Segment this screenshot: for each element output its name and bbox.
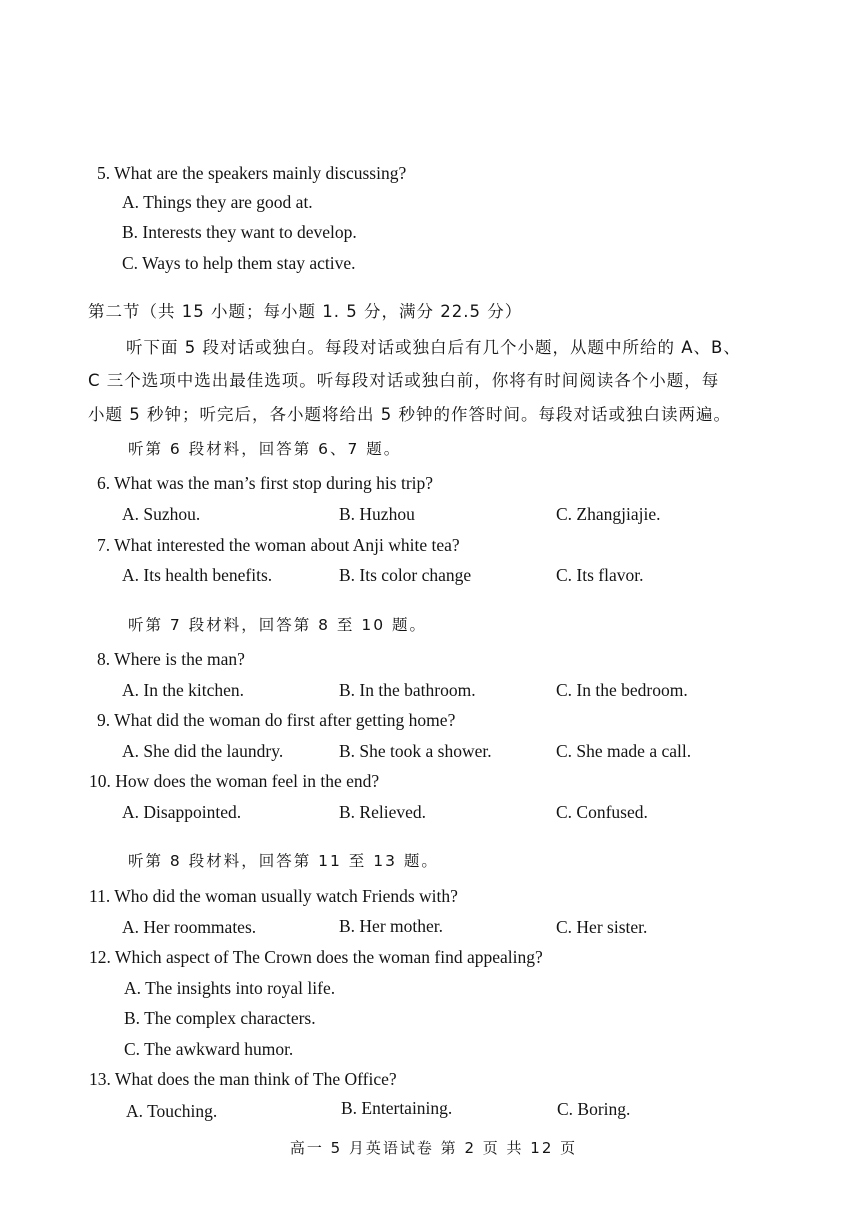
q7-option-b: B. Its color change [339, 565, 472, 585]
q10-option-c: C. Confused. [556, 802, 648, 822]
question-12: 12. Which aspect of The Crown does the woman find appealing? [89, 947, 543, 967]
q5-option-a: A. Things they are good at. [122, 192, 313, 212]
q5-option-b: B. Interests they want to develop. [122, 222, 357, 242]
q6-option-b: B. Huzhou [339, 504, 415, 524]
question-6: 6. What was the man’s first stop during his trip? [97, 473, 434, 493]
question-11: 11. Who did the woman usually watch Friends with? [89, 886, 458, 906]
q11-option-b: B. Her mother. [339, 916, 444, 936]
material-7-note: 听第 7 段材料，回答第 8 至 10 题。 [128, 616, 428, 634]
q5-option-c: C. Ways to help them stay active. [122, 253, 356, 273]
q6-option-c: C. Zhangjiajie. [556, 504, 661, 524]
section-2-heading: 第二节（共 15 小题；每小题 1. 5 分，满分 22.5 分） [88, 302, 523, 321]
q11-option-c: C. Her sister. [556, 917, 648, 937]
question-10: 10. How does the woman feel in the end? [89, 771, 380, 791]
q12-option-c: C. The awkward humor. [124, 1039, 294, 1059]
q9-option-b: B. She took a shower. [339, 741, 492, 761]
q12-option-a: A. The insights into royal life. [124, 978, 336, 998]
q13-option-a: A. Touching. [126, 1101, 218, 1121]
q8-option-a: A. In the kitchen. [122, 680, 244, 700]
q10-option-b: B. Relieved. [339, 802, 426, 822]
q13-option-b: B. Entertaining. [341, 1098, 453, 1118]
instructions-line-1: 听下面 5 段对话或独白。每段对话或独白后有几个小题，从题中所给的 A、B、 [126, 338, 741, 357]
q11-option-a: A. Her roommates. [122, 917, 257, 937]
instructions-line-2: C 三个选项中选出最佳选项。听每段对话或独白前，你将有时间阅读各个小题，每 [88, 371, 720, 390]
question-5: 5. What are the speakers mainly discussing? [97, 163, 407, 183]
q7-option-a: A. Its health benefits. [122, 565, 273, 585]
material-6-note: 听第 6 段材料，回答第 6、7 题。 [128, 440, 402, 458]
question-7: 7. What interested the woman about Anji white tea? [97, 535, 460, 555]
q9-option-c: C. She made a call. [556, 741, 692, 761]
page-footer: 高一 5 月英语试卷 第 2 页 共 12 页 [289, 1139, 578, 1157]
q13-option-c: C. Boring. [557, 1099, 631, 1119]
question-9: 9. What did the woman do first after getting home? [97, 710, 456, 730]
question-13: 13. What does the man think of The Office? [89, 1069, 397, 1089]
q6-option-a: A. Suzhou. [122, 504, 201, 524]
q9-option-a: A. She did the laundry. [122, 741, 284, 761]
q8-option-c: C. In the bedroom. [556, 680, 688, 700]
q10-option-a: A. Disappointed. [122, 802, 242, 822]
material-8-note: 听第 8 段材料，回答第 11 至 13 题。 [128, 852, 439, 870]
instructions-line-3: 小题 5 秒钟；听完后，各小题将给出 5 秒钟的作答时间。每段对话或独白读两遍。 [88, 405, 731, 424]
q8-option-b: B. In the bathroom. [339, 680, 476, 700]
q12-option-b: B. The complex characters. [124, 1008, 316, 1028]
question-8: 8. Where is the man? [97, 649, 245, 669]
q7-option-c: C. Its flavor. [556, 565, 644, 585]
